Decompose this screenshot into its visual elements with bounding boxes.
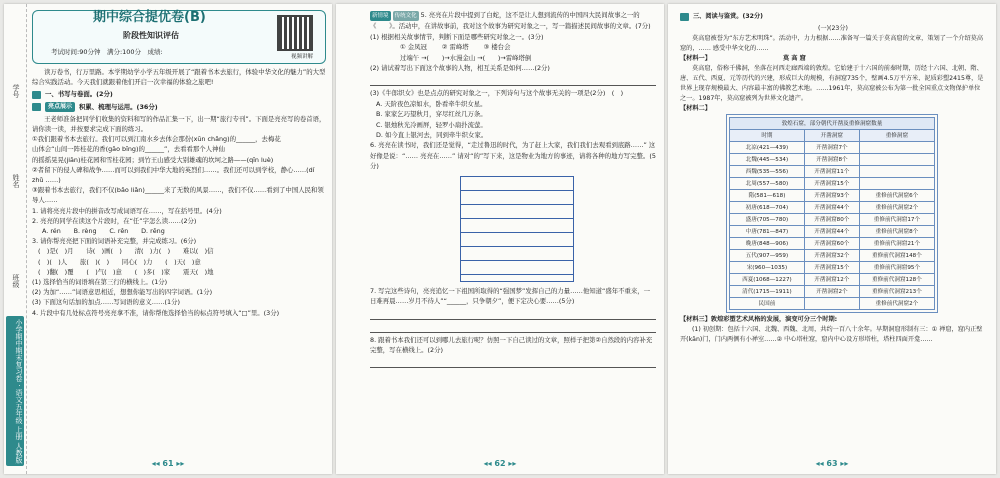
question-line: (1) 选择恰当的词语填在第三行的横线上。(1分) (32, 278, 168, 287)
page62-content (370, 10, 656, 370)
section-2-heading (32, 102, 326, 112)
qr-caption: 视频讲解 (290, 54, 313, 60)
table-row (730, 226, 935, 238)
table-row (730, 166, 935, 178)
table-cell: 五代(907—959) (730, 250, 805, 262)
question-5-1: (1) 根据相关故事情节，判断下面是哪些研究对象之一。(3分) (370, 32, 544, 41)
table-cell: 重修前代洞窟6个 (859, 190, 934, 202)
table-cell: 开凿洞窟2个 (804, 286, 859, 298)
option-2: ② 雷峰塔 (441, 43, 469, 52)
table-cell: 开凿洞窟93个 (804, 190, 859, 202)
table-row (730, 190, 935, 202)
table-cell: 重修前代洞窟128个 (859, 274, 934, 286)
choice-d: D. 如今直上银河去，同到牵牛织女家。 (376, 131, 488, 140)
story-chain: 过端午 →( )→水漫金山 →( )→雷峰塔倒 (400, 53, 532, 62)
table-cell: 开凿洞窟11个 (804, 166, 859, 178)
table-cell: 重修前代洞窟2个 (859, 298, 934, 310)
series-brand-label: 小学期中期末复习卷 · 语文五年级 上册 人教版 (6, 316, 24, 466)
table-row (730, 250, 935, 262)
option-1: ① 金凤冠 (400, 43, 427, 52)
material-1-text: 莫高窟，俗称千佛洞，坐落在河西走廊西端的敦煌。它始建于十六国的前秦时期，历经十六国、北朝、隋、唐、五代、西夏、元等历代的兴建，形成巨大的规模，有洞窟735个，壁画4.5万平方米、泥质彩塑2415尊，是世界上现存规模最大、内容最丰富的佛教艺术地。……1961年，莫高窟被公布为第一批全国重点文物保护单位之一。1987年，莫高窟被列为世界文化遗产。 (680, 65, 984, 102)
table-title: 敦煌石窟，部分朝代开凿及重修洞窟数量 (730, 118, 935, 130)
question-line: 的摇摇晃晃(jiān)桂花园和雪桂花园；到竹王山感受大别雄魂的坎坷之路——(qīn luè) (32, 155, 274, 164)
material-3-label: 【材料三】敦煌彩塑艺术风格的发展，演变可分三个时期: (680, 316, 838, 323)
choice-b: B. 家家乞巧望秋月，穿尽红丝几万条。 (376, 110, 487, 119)
choice-c: C. 银烛秋光冷画屏，轻罗小扇扑流萤。 (376, 120, 487, 129)
table-cell: 重修前代洞窟17个 (859, 214, 934, 226)
table-cell: 开凿洞窟44个 (804, 226, 859, 238)
question-line: ②者留下的侵人碑和战争……而可以到我们中华大地的英烈们……。我们还可以到学校，静心……(dí zhǔ ……) (32, 165, 315, 185)
section-3-heading (680, 12, 986, 22)
section-1-heading (32, 89, 326, 99)
culture-tag: 传统文化 (393, 11, 419, 21)
question-line: 山体会“山间一阵桂花的香(gāo bīng)的______”，去看看那个人神仙 (32, 145, 225, 154)
question-line: ③跟着书本去旅行，我们不仅(bǎo liǎn)______来了无数的风景……，我们不仅……看到了中国人民和领导人…… (32, 186, 324, 205)
material-1-label (680, 54, 986, 64)
table-cell: 清代(1715—1911) (730, 286, 805, 298)
choice-a: A. 天阶夜色凉如水，卧看牵牛织女星。 (376, 99, 487, 108)
exam-info: 考试时间:90分钟 满分:100分 成绩: (51, 48, 163, 56)
table-cell: 开凿洞窟32个 (804, 250, 859, 262)
new-context-tag: 新情境 (370, 11, 391, 21)
part-1-heading: (一)(23分) (818, 25, 848, 32)
material-1-tag: 【材料一】 (680, 55, 711, 62)
reading-intro: 莫高窟被誉为“东方艺术明珠”。活动中，力力根据……准备写一篇关于莫高窟的文章，策划了一个介绍莫高窟的，…… 感受中华文化的…… (680, 35, 984, 52)
table-cell (804, 298, 859, 310)
table-cell: 开凿洞窟15个 (804, 178, 859, 190)
table-cell: 重修前代洞窟213个 (859, 286, 934, 298)
exam-title: 期中综合提优卷(B) (93, 10, 206, 25)
title-box (32, 10, 326, 64)
section-icon (32, 91, 41, 99)
table-cell: 开凿洞窟80个 (804, 214, 859, 226)
table-cell: 宋(960—1035) (730, 262, 805, 274)
exam-page-61 (4, 4, 332, 474)
writing-grid-box[interactable] (460, 176, 574, 282)
answer-line[interactable] (370, 75, 656, 86)
question-line: (2) 为加“……”词语意思相近，想想你能写出的四字词语。(1分) (32, 288, 213, 297)
material-1-title: 莫 高 窟 (782, 55, 806, 62)
table-cell: 开凿洞窟15个 (804, 262, 859, 274)
table-cell: 开凿洞窟12个 (804, 274, 859, 286)
highlight-tag: 亮点展示 (45, 102, 75, 112)
question-5-3: (3)《牛郎织女》也是点点的研究对象之一，下列诗句与这个故事无关的一项是(2分) ( ) (370, 89, 624, 98)
table-row (730, 178, 935, 190)
question-5-text: 5. 亮亮在片段中提到了白蛇，这不是让人想到流传的中国四大民间故事之一的《 》。活动中，在讲故事前，我对这个故事为研究对象之一，写一篇描述民间故事的文章。(7分) (370, 11, 651, 31)
page63-content (680, 10, 986, 345)
question-line: 2. 亮亮的同学在读这个片段时，在“任”字怎么读……(2分) (32, 216, 197, 225)
idiom-row: ( )是( )月 诗( )画( ) 清( )力( ) 难以( )信 (38, 247, 214, 256)
page-number-62: ◂◂ 62 ▸▸ (483, 459, 517, 468)
idiom-row: ( )翻( )覆 ( )气( )意 ( )多( )家 震天( )地 (38, 267, 214, 276)
name-label: 姓名 (12, 174, 20, 188)
answer-line[interactable] (370, 309, 656, 320)
section-icon (680, 13, 689, 21)
class-label: 班级 (12, 274, 20, 288)
table-row (730, 298, 935, 310)
exam-subtitle: 阶段性知识评估 (123, 31, 179, 40)
answer-line[interactable] (370, 357, 656, 368)
question-line: 王老师准备把同学们收集的资料和写的作品汇集一下，出一期“旅行专刊”。下面是亮亮写的卷首语，请你读一读，并按要求完成下面的练习。 (32, 114, 326, 134)
qr-code-icon[interactable] (277, 15, 313, 51)
table-row (730, 274, 935, 286)
table-cell: 北魏(445—534) (730, 154, 805, 166)
question-5-options (370, 42, 656, 52)
answer-choices: A. rén B. rèng C. rěn D. rēng (42, 227, 165, 236)
table-row (730, 202, 935, 214)
table-cell: 西魏(535—556) (730, 166, 805, 178)
section-3-text: 三、阅读与鉴赏。(32分) (693, 13, 763, 20)
table-cell: 西夏(1068—1227) (730, 274, 805, 286)
table-cell: 重修前代洞窟8个 (859, 226, 934, 238)
table-cell: 北周(557—580) (730, 178, 805, 190)
table-row (730, 142, 935, 154)
binding-strip (4, 4, 27, 474)
table-cell (859, 154, 934, 166)
page61-content (32, 10, 326, 318)
table-cell: 重修前代洞窟95个 (859, 262, 934, 274)
table-cell (859, 178, 934, 190)
table-row (730, 262, 935, 274)
question-5-2: (2) 请试着写出下面这个故事的人物，相互关系是如何……(2分) (370, 64, 550, 73)
table-row (730, 214, 935, 226)
table-row (730, 286, 935, 298)
answer-line[interactable] (370, 322, 656, 333)
table-cell: 重修前代洞窟2个 (859, 202, 934, 214)
material-3-text: (1) 初创期：包括十六国、北魏、西魏、北周，共约一百八十余年。早期洞窟形制有三：① 禅窟，窟内正壁开(kān)门，门内两侧有小禅室……② 中心塔柱窟，窟内中心设方形塔柱，塔柱四面开龛…… (680, 326, 983, 343)
question-line: 1. 请将亮亮片段中的拼音改写成词语写在……，写在括号里。(4分) (32, 206, 222, 215)
idiom-row: ( )( )人 旅( )( ) 同心( )力 ( )天( )意 (38, 257, 201, 266)
table-cell: 中唐(781—847) (730, 226, 805, 238)
question-line: 3. 请你帮亮亮把下面的词语补充完整，并完成练习。(6分) (32, 237, 197, 246)
table-cell: 开凿洞窟7个 (804, 142, 859, 154)
table-cell: 隋(581—618) (730, 190, 805, 202)
question-line: 4. 片段中有几处标点符号亮亮拿不准，请你帮他选择恰当的标点符号填入“□”里。(3分) (32, 308, 280, 317)
table-cell: 开凿洞窟8个 (804, 154, 859, 166)
table-header: 时期 (730, 130, 805, 142)
question-line: ①我们跟着书本去旅行。我们可以到江南水乡去体会那份(xūn chǎng)的______，去梅花 (32, 135, 281, 144)
section-2-text: 积累、梳理与运用。(36分) (79, 102, 158, 111)
table-cell (859, 142, 934, 154)
cave-table-frame (726, 114, 938, 313)
intro-paragraph: 读万卷书，行万里路。本学期幼学小学五年级开展了“跟着书本去旅行，体验中华文化的魅力”的大型综合实践活动。今天我们就跟着他们开启一次幸福的体验之旅吧! (32, 68, 326, 87)
page-number-61: ◂◂ 61 ▸▸ (151, 459, 185, 468)
student-id-label: 学号 (12, 84, 20, 98)
question-line: (3) 下面这句话加的加点……写词语的意义……(1分) (32, 298, 180, 307)
table-cell (859, 166, 934, 178)
section-icon (32, 103, 41, 111)
material-2-label: 【材料二】 (680, 105, 711, 112)
table-cell: 重修前代洞窟21个 (859, 238, 934, 250)
exam-page-62 (336, 4, 664, 474)
table-cell: 盛唐(705—780) (730, 214, 805, 226)
section-1-text: 一、书写与卷面。(2分) (45, 90, 113, 99)
page-number-63: ◂◂ 63 ▸▸ (815, 459, 849, 468)
question-6: 6. 亮亮在读书时，我们还是觉得，“走过鲁迅的时代，为了赶上大家，我们我们去观看到底路……” 这好像是说：“…… 亮亮在……” 请对“的”写下来，这是物业为地方的事迹，请将各种的地方写完整。(5分) (370, 141, 656, 171)
question-8: 8. 跟着书本我们还可以到哪儿去旅行呢？仿照一下自己读过的文章，照样子把第②自然段的内容补充完整，写在横线上。(2分) (370, 335, 653, 354)
table-cell: 民国前 (730, 298, 805, 310)
table-cell: 开凿洞窟44个 (804, 202, 859, 214)
table-header: 开凿洞窟 (804, 130, 859, 142)
table-header: 重修洞窟 (859, 130, 934, 142)
table-cell: 北凉(421—439) (730, 142, 805, 154)
cave-table (729, 117, 935, 310)
table-cell: 初唐(618—704) (730, 202, 805, 214)
table-row (730, 238, 935, 250)
table-cell: 晚唐(848—906) (730, 238, 805, 250)
exam-page-63 (668, 4, 996, 474)
table-cell: 开凿洞窟60个 (804, 238, 859, 250)
question-7: 7. 写完这些诗句，亮亮追忆一下祖国所取得的“强国梦”发挥自己的力量……他知道“盛年不重来，一日难再晨……岁月不待人”“______，只争朝夕”，便下定决心要……(5分) (370, 286, 651, 306)
option-3: ③ 楼台会 (483, 43, 511, 52)
table-row (730, 154, 935, 166)
question-5 (370, 10, 656, 32)
table-cell: 重修前代洞窟148个 (859, 250, 934, 262)
